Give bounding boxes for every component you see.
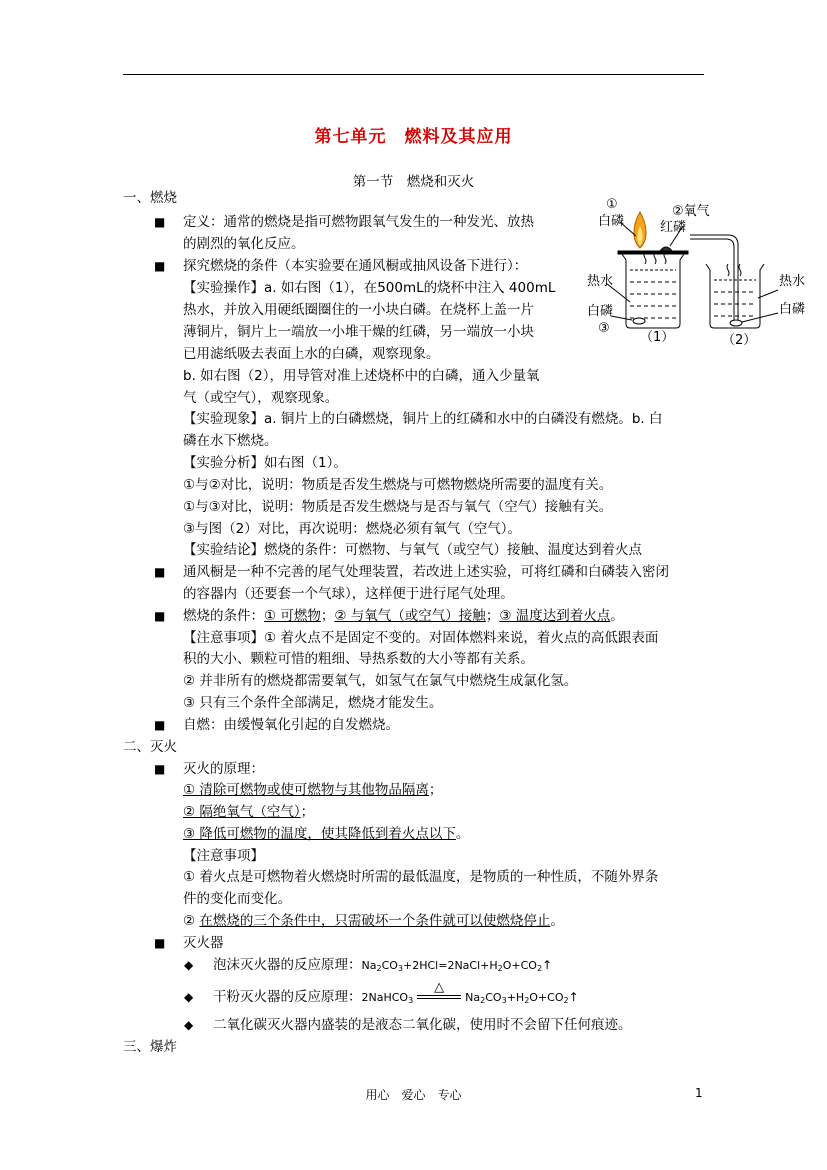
eq-subscript: 2 (480, 996, 486, 1005)
period: 。 (455, 826, 470, 842)
principle-remove-fuel: ① 清除可燃物或使可燃物与其他物品隔离 (183, 782, 429, 798)
gas-arrow: ↑ (568, 990, 579, 1004)
condition-ignition-point: ③ 温度达到着火点 (499, 608, 611, 624)
figure-label: ③ (598, 321, 610, 336)
figure-caption: （2） (722, 333, 757, 348)
experiment-operation: 薄铜片，铜片上一端放一小堆干燥的红磷，另一端放一小块 (183, 324, 534, 340)
figure-label: 白磷 (779, 302, 806, 317)
eq-part: CO (381, 959, 398, 972)
eq-part: Na (465, 991, 481, 1004)
period: 。 (550, 913, 564, 929)
separator: ； (300, 804, 315, 820)
delivery-tube (690, 239, 734, 320)
analysis-item: ③与图（2）对比，再次说明：燃烧必须有氧气（空气）。 (183, 521, 521, 537)
experiment-conclusion: 【实验结论】燃烧的条件：可燃物、与氧气（或空气）接触、温度达到着火点 (183, 542, 642, 558)
principle-heading: 灭火的原理： (183, 761, 264, 777)
separator: ； (428, 782, 443, 798)
definition-line: 定义：通常的燃烧是指可燃物跟氧气发生的一种发光、放热 (183, 214, 534, 230)
analysis-item: ①与②对比，说明：物质是否发生燃烧与可燃物燃烧所需要的温度有关。 (183, 477, 613, 493)
figure-label: ① (606, 197, 618, 212)
eq-part: O+CO (529, 991, 564, 1004)
experiment-operation: b. 如右图（2），用导管对准上述烧杯中的白磷，通入少量氧 (183, 368, 540, 384)
square-bullet: ■ (154, 936, 166, 950)
experiment-operation: 【实验操作】a. 如右图（1），在500mL的烧杯中注入 400mL (183, 280, 556, 296)
eq-subscript: 2 (497, 964, 503, 973)
square-bullet: ■ (154, 565, 166, 579)
condition-oxygen: ② 与氧气（或空气）接触 (334, 608, 486, 624)
fume-hood-note: 的容器内（还要套一个气球），这样便于进行尾气处理。 (183, 586, 514, 602)
page-title: 第七单元 燃料及其应用 (314, 127, 513, 147)
principle-lower-temperature: ③ 降低可燃物的温度，使其降低到着火点以下 (183, 826, 456, 842)
square-bullet: ■ (154, 259, 166, 273)
eq-part: +H (506, 991, 525, 1004)
figure-label: 白磷 (587, 304, 614, 319)
leader-line (611, 316, 632, 320)
note-line: ① 着火点是可燃物着火燃烧时所需的最低温度，是物质的一种性质，不随外界条 (183, 869, 659, 885)
eq-subscript: 2 (536, 964, 543, 973)
dry-label: 干粉灭火器的反应原理： (213, 989, 362, 1005)
heat-symbol: △ (434, 980, 445, 995)
white-phosphorus (633, 318, 645, 324)
beaker-1 (622, 254, 684, 328)
note-underlined: 在燃烧的三个条件中，只需破坏一个条件就可以使燃烧停止 (199, 913, 551, 929)
eq-part: 2NaHCO (361, 991, 409, 1004)
eq-subscript: 3 (397, 964, 404, 973)
water-lines-1 (630, 282, 676, 318)
section-heading-explosion: 三、爆炸 (123, 1039, 177, 1055)
note-line: ② 并非所有的燃烧都需要氧气，如氢气在氯气中燃烧生成氯化氢。 (183, 673, 578, 689)
eq-part: CO (485, 991, 502, 1004)
delivery-tube (690, 235, 738, 320)
note-line: 【注意事项】① 着火点不是固定不变的。对固体燃料来说，着火点的高低跟表面 (183, 630, 659, 646)
square-bullet: ■ (154, 215, 166, 229)
extinguisher-heading: 灭火器 (183, 935, 224, 951)
note-heading: 【注意事项】 (183, 848, 264, 864)
section-heading-combustion: 一、燃烧 (123, 190, 177, 206)
item-number: ② (183, 913, 200, 929)
eq-subscript: 3 (501, 996, 507, 1005)
note-line: ③ 只有三个条件全部满足，燃烧才能发生。 (183, 695, 443, 711)
square-bullet: ■ (154, 762, 166, 776)
leader-line (758, 290, 778, 298)
experiment-operation: 气（或空气），观察现象。 (183, 390, 339, 406)
section-heading-extinguishing: 二、灭火 (123, 739, 177, 755)
experiment-heading: 探究燃烧的条件（本实验要在通风橱或抽风设备下进行）： (183, 258, 528, 274)
figure-label: 热水 (587, 274, 614, 289)
eq-subscript: 2 (524, 996, 530, 1005)
diamond-bullet: ◆ (184, 990, 194, 1004)
figure-caption: （1） (640, 330, 675, 345)
diamond-bullet: ◆ (184, 958, 194, 972)
separator: ； (320, 608, 335, 624)
figure-label: 白磷 (598, 214, 625, 229)
diamond-bullet: ◆ (184, 1018, 194, 1032)
eq-part: +2HCl=2NaCl+H (403, 959, 498, 972)
eq-subscript: 2 (376, 964, 382, 973)
eq-subscript: 3 (408, 996, 414, 1005)
conditions-prefix: 燃烧的条件： (183, 608, 264, 624)
co2-extinguisher: 二氧化碳灭火器内盛装的是液态二氧化碳，使用时不会留下任何痕迹。 (213, 1017, 632, 1033)
analysis-item: ①与③对比，说明：物质是否发生燃烧与是否与氧气（空气）接触有关。 (183, 499, 613, 515)
fume-hood-note: 通风橱是一种不完善的尾气处理装置，若改进上述实验，可将红磷和白磷装入密闭 (183, 564, 669, 580)
eq-part: Na (361, 959, 377, 972)
page-number: 1 (695, 1086, 703, 1100)
separator: ； (485, 608, 500, 624)
condition-combustible: ① 可燃物 (264, 608, 321, 624)
experiment-phenomenon: 【实验现象】a. 铜片上的白磷燃烧，铜片上的红磷和水中的白磷没有燃烧。b. 白 (183, 411, 663, 427)
foam-label: 泡沫灭火器的反应原理： (213, 957, 362, 973)
figure-label: ②氧气 (672, 204, 710, 219)
principle-isolate-oxygen: ② 隔绝氧气（空气） (183, 804, 301, 820)
figure-label: 热水 (779, 274, 806, 289)
experiment-phenomenon: 磷在水下燃烧。 (183, 433, 278, 449)
eq-part: O+CO (502, 959, 537, 972)
white-phosphorus (730, 320, 742, 326)
period: 。 (610, 608, 624, 624)
copper-plate (618, 251, 688, 254)
note-line: 积的大小、颗粒可惜的粗细、导热系数的大小等都有关系。 (183, 651, 534, 667)
experiment-operation: 热水，并放入用硬纸圈圈住的一小块白磷。在烧杯上盖一片 (183, 302, 534, 318)
figure-label: 红磷 (660, 220, 687, 235)
section-subtitle: 第一节 燃烧和灭火 (352, 174, 475, 190)
spontaneous-combustion: 自燃：由缓慢氧化引起的自发燃烧。 (183, 717, 399, 733)
experiment-analysis: 【实验分析】如右图（1）。 (183, 455, 347, 471)
square-bullet: ■ (154, 609, 166, 623)
square-bullet: ■ (154, 718, 166, 732)
definition-line: 的剧烈的氧化反应。 (183, 236, 305, 252)
footer-text: 用心 爱心 专心 (365, 1088, 462, 1102)
experiment-operation: 已用滤纸吸去表面上水的白磷，观察现象。 (183, 346, 440, 362)
eq-subscript: 2 (563, 996, 569, 1005)
red-phosphorus (660, 247, 672, 251)
gas-arrow: ↑ (542, 958, 553, 972)
note-line: 件的变化而变化。 (183, 891, 291, 907)
water-lines-2 (714, 292, 756, 316)
